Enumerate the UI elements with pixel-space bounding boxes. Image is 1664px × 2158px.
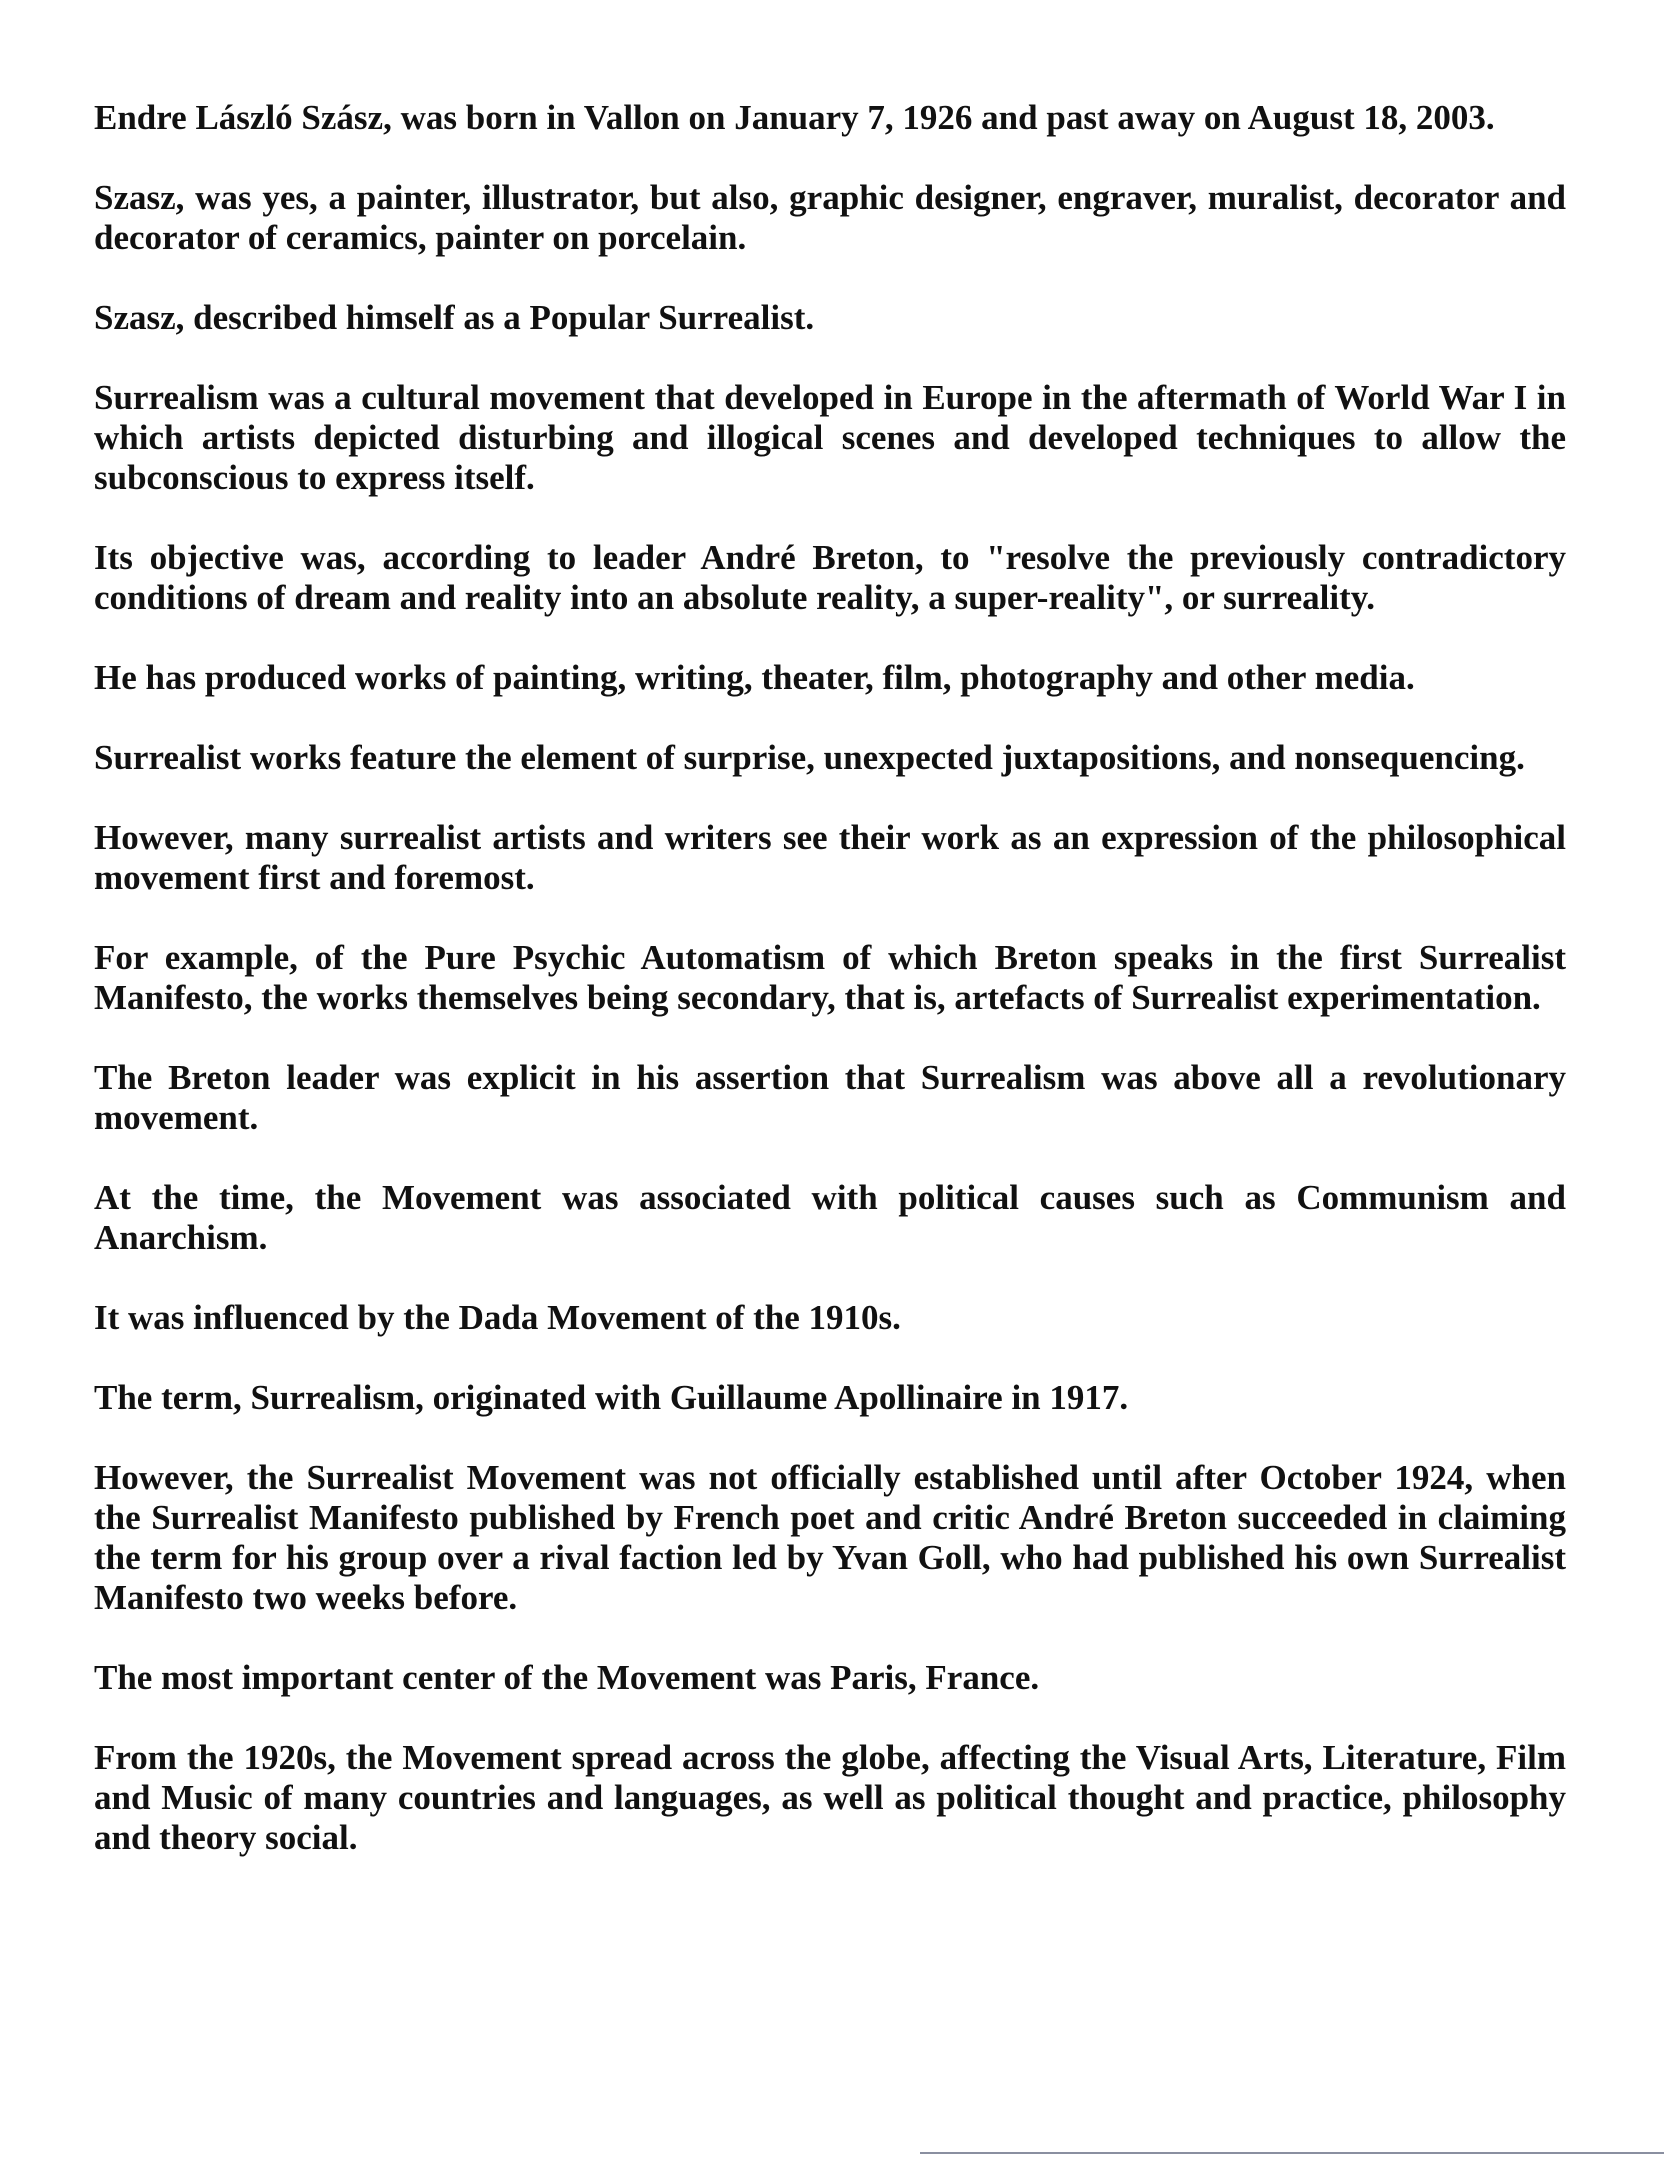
paragraph-philosophical: However, many surrealist artists and writers see their work as an expression of the philosophical movement first and foremost. xyxy=(94,818,1566,897)
paragraph-surrealism-definition: Surrealism was a cultural movement that developed in Europe in the aftermath of World War I in which artists depicted disturbing and illogical scenes and developed techniques to allow the subconscious to express itself. xyxy=(94,378,1566,497)
paragraph-term-origin: The term, Surrealism, originated with Guillaume Apollinaire in 1917. xyxy=(94,1378,1129,1417)
paragraph-works-produced: He has produced works of painting, writing, theater, film, photography and other media. xyxy=(94,658,1415,697)
paragraph-political-causes: At the time, the Movement was associated with political causes such as Communism and Anarchism. xyxy=(94,1178,1566,1257)
bottom-edge-rule xyxy=(920,2152,1664,2154)
paragraph-paris: The most important center of the Movement was Paris, France. xyxy=(94,1658,1040,1697)
paragraph-revolutionary: The Breton leader was explicit in his assertion that Surrealism was above all a revolutionary movement. xyxy=(94,1058,1566,1137)
paragraph-birth: Endre László Szász, was born in Vallon on January 7, 1926 and past away on August 18, 2003. xyxy=(94,98,1495,137)
paragraph-global-spread: From the 1920s, the Movement spread across the globe, affecting the Visual Arts, Literature, Film and Music of many countries and languages, as well as political thought and practice, philosophy and theory social. xyxy=(94,1738,1566,1857)
paragraph-popular-surrealist: Szasz, described himself as a Popular Surrealist. xyxy=(94,298,815,337)
paragraph-professions: Szasz, was yes, a painter, illustrator, but also, graphic designer, engraver, muralist, decorator and decorator of ceramics, painter on porcelain. xyxy=(94,178,1566,257)
paragraph-manifesto: However, the Surrealist Movement was not officially established until after October 1924, when the Surrealist Manifesto published by French poet and critic André Breton succeeded in claiming the term for his group over a rival faction led by Yvan Goll, who had published his own Surrealist Manifesto two weeks before. xyxy=(94,1458,1566,1617)
paragraph-dada: It was influenced by the Dada Movement of the 1910s. xyxy=(94,1298,901,1337)
paragraph-automatism: For example, of the Pure Psychic Automatism of which Breton speaks in the first Surrealist Manifesto, the works themselves being secondary, that is, artefacts of Surrealist experimentation. xyxy=(94,938,1566,1017)
document-page xyxy=(94,98,1566,1898)
paragraph-surprise: Surrealist works feature the element of surprise, unexpected juxtapositions, and nonsequencing. xyxy=(94,738,1525,777)
paragraph-objective: Its objective was, according to leader André Breton, to "resolve the previously contradictory conditions of dream and reality into an absolute reality, a super-reality", or surreality. xyxy=(94,538,1566,617)
